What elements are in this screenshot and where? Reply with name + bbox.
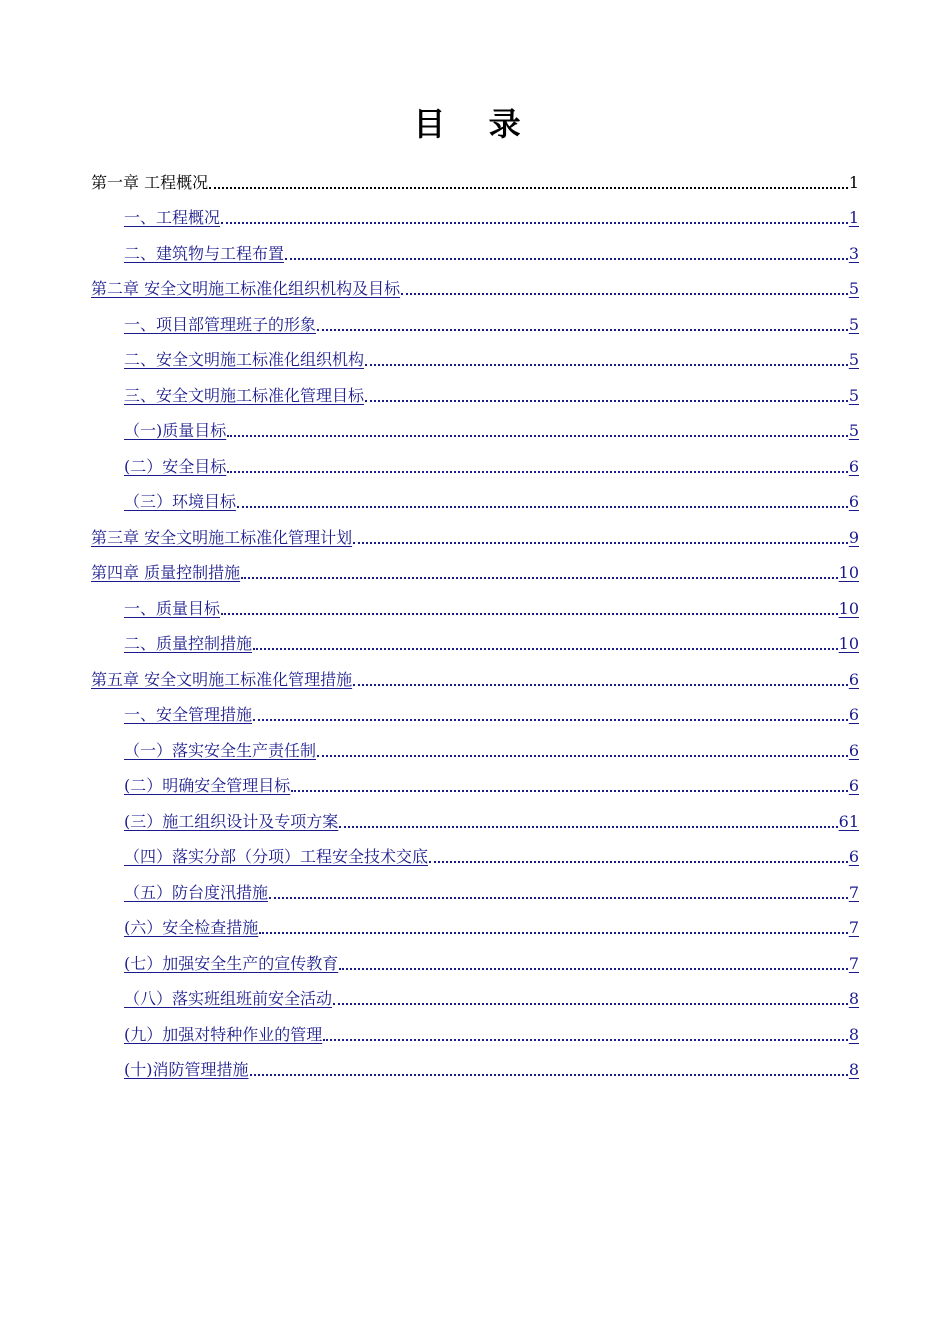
toc-entry-label: （五）防台度汛措施 <box>124 882 269 902</box>
toc-page-number: 10 <box>838 598 859 618</box>
page-title: 目 录 <box>413 105 537 143</box>
toc-section-entry[interactable] <box>91 589 859 625</box>
toc-entry-label: （一）落实安全生产责任制 <box>124 740 317 760</box>
toc-entry-label: （四）落实分部（分项）工程安全技术交底 <box>124 847 429 866</box>
toc-entry-label: （三）环境目标 <box>124 492 237 511</box>
toc-section-entry[interactable] <box>91 483 859 519</box>
toc-page-number: 10 <box>838 563 859 582</box>
toc-page-number: 8 <box>848 1060 859 1079</box>
toc-dot-leader <box>291 790 848 792</box>
toc-page-number: 5 <box>848 385 859 405</box>
toc-dot-leader <box>269 897 848 899</box>
toc-entry-label: (七）加强安全生产的宣传教育 <box>124 953 339 973</box>
toc-page-number: 5 <box>848 314 859 334</box>
toc-dot-leader <box>241 577 838 579</box>
toc-entry-label: 二、安全文明施工标准化组织机构 <box>124 350 365 369</box>
toc-page-number: 5 <box>848 350 859 369</box>
toc-dot-leader <box>227 435 848 437</box>
toc-page-number: 9 <box>848 527 859 547</box>
toc-dot-leader <box>237 506 848 508</box>
toc-dot-leader <box>317 755 848 757</box>
toc-page-number: 5 <box>848 421 859 440</box>
toc-dot-leader <box>333 1003 848 1005</box>
toc-entry-label: 第三章 安全文明施工标准化管理计划 <box>91 527 353 547</box>
toc-section-entry[interactable] <box>91 234 859 270</box>
toc-entry-label: （八）落实班组班前安全活动 <box>124 989 333 1008</box>
toc-dot-leader <box>323 1039 848 1041</box>
toc-entry-label: 一、安全管理措施 <box>124 705 253 724</box>
toc-section-entry[interactable] <box>91 873 859 909</box>
toc-section-entry[interactable] <box>91 731 859 767</box>
toc-page-number: 7 <box>848 882 859 902</box>
toc-page-number: 10 <box>838 634 859 653</box>
toc-dot-leader <box>221 613 838 615</box>
toc-section-entry[interactable] <box>91 696 859 732</box>
toc-page-number: 1 <box>848 172 859 192</box>
toc-page-number: 6 <box>848 847 859 866</box>
toc-dot-leader <box>317 329 848 331</box>
toc-dot-leader <box>353 542 848 544</box>
toc-dot-leader <box>221 222 848 224</box>
toc-entry-label: 一、工程概况 <box>124 208 221 227</box>
toc-dot-leader <box>253 719 848 721</box>
toc-dot-leader <box>227 471 848 473</box>
toc-page-number: 8 <box>848 989 859 1008</box>
toc-page-number: 6 <box>848 456 859 476</box>
toc-dot-leader <box>250 1074 848 1076</box>
toc-entry-label: 第五章 安全文明施工标准化管理措施 <box>91 669 353 689</box>
toc-section-entry[interactable] <box>91 909 859 945</box>
toc-page-number: 61 <box>838 811 859 831</box>
toc-dot-leader <box>259 932 848 934</box>
toc-entry-label: (二）明确安全管理目标 <box>124 776 291 795</box>
toc-dot-leader <box>365 364 848 366</box>
toc-entry-label: 第二章 安全文明施工标准化组织机构及目标 <box>91 279 401 298</box>
toc-section-entry[interactable] <box>91 802 859 838</box>
toc-section-entry[interactable] <box>91 447 859 483</box>
toc-entry-label: 第一章 工程概况 <box>91 172 209 192</box>
toc-dot-leader <box>285 258 848 260</box>
toc-page-number: 6 <box>848 776 859 795</box>
toc-entry-label: 二、建筑物与工程布置 <box>124 243 285 263</box>
toc-page-number: 6 <box>848 705 859 724</box>
toc-section-entry[interactable] <box>91 625 859 661</box>
toc-entry-label: 一、质量目标 <box>124 598 221 618</box>
toc-section-entry[interactable] <box>91 944 859 980</box>
toc-entry-label: 三、安全文明施工标准化管理目标 <box>124 385 365 405</box>
toc-page-number: 7 <box>848 953 859 973</box>
toc-section-entry[interactable] <box>91 199 859 235</box>
toc-section-entry[interactable] <box>91 1051 859 1087</box>
toc-chapter-entry[interactable] <box>91 518 859 554</box>
table-of-contents <box>91 163 859 1086</box>
toc-section-entry[interactable] <box>91 980 859 1016</box>
toc-entry-label: （一)质量目标 <box>124 421 227 440</box>
toc-dot-leader <box>339 968 848 970</box>
toc-entry-label: 一、项目部管理班子的形象 <box>124 314 317 334</box>
toc-dot-leader <box>429 861 848 863</box>
toc-entry-label: (六）安全检查措施 <box>124 918 259 937</box>
toc-page-number: 8 <box>848 1024 859 1044</box>
toc-dot-leader <box>339 826 837 828</box>
toc-section-entry[interactable] <box>91 376 859 412</box>
toc-entry-label: (九）加强对特种作业的管理 <box>124 1024 323 1044</box>
toc-section-entry[interactable] <box>91 341 859 377</box>
toc-dot-leader <box>253 648 838 650</box>
toc-chapter-entry[interactable] <box>91 270 859 306</box>
toc-dot-leader <box>365 400 848 402</box>
toc-page-number: 1 <box>848 208 859 227</box>
toc-entry-label: 第四章 质量控制措施 <box>91 563 241 582</box>
toc-dot-leader <box>401 293 848 295</box>
toc-page-number: 5 <box>848 279 859 298</box>
toc-section-entry[interactable] <box>91 305 859 341</box>
toc-page-number: 6 <box>848 740 859 760</box>
toc-chapter-entry <box>91 163 859 199</box>
toc-section-entry[interactable] <box>91 1015 859 1051</box>
toc-page-number: 3 <box>848 243 859 263</box>
toc-chapter-entry[interactable] <box>91 660 859 696</box>
toc-chapter-entry[interactable] <box>91 554 859 590</box>
toc-dot-leader <box>209 187 848 189</box>
toc-section-entry[interactable] <box>91 412 859 448</box>
toc-entry-label: (二）安全目标 <box>124 456 227 476</box>
toc-entry-label: 二、质量控制措施 <box>124 634 253 653</box>
toc-entry-label: (三）施工组织设计及专项方案 <box>124 811 339 831</box>
toc-page-number: 6 <box>848 492 859 511</box>
toc-page-number: 7 <box>848 918 859 937</box>
toc-section-entry[interactable] <box>91 767 859 803</box>
toc-entry-label: (十)消防管理措施 <box>124 1060 249 1079</box>
toc-dot-leader <box>353 684 848 686</box>
toc-section-entry[interactable] <box>91 838 859 874</box>
toc-page-number: 6 <box>848 669 859 689</box>
